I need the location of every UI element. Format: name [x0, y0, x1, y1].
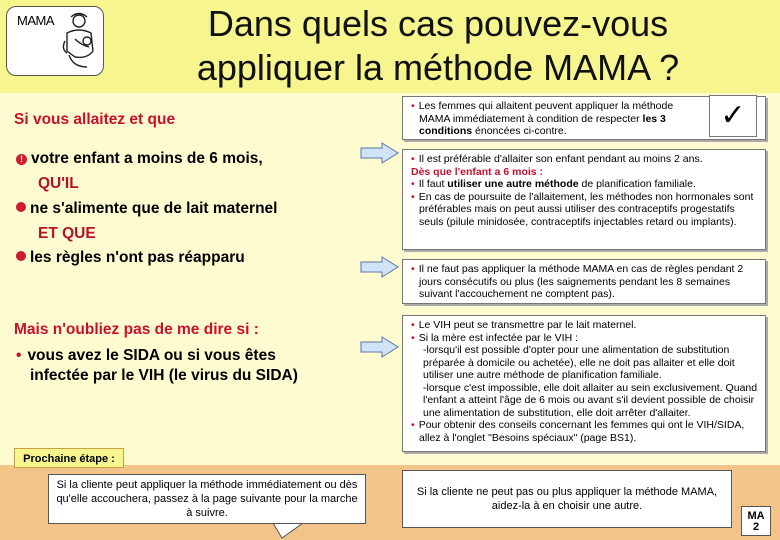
- box4-sub2: -lorsque c'est impossible, elle doit allaiter au sein exclusivement. Quand l'enfant a atteint l'âge de 6 mois ou avant s'il devient possible de choisir une alimentation de substitution, elle doit arrêter d'allaiter.: [423, 381, 758, 419]
- mama-logo: [6, 6, 104, 76]
- page-title-line2: appliquer la méthode MAMA ?: [196, 47, 680, 88]
- next-step-callout: Si la cliente peut appliquer la méthode immédiatement ou dès qu'elle accouchera, passez à la page suivante pour la marche à suivre.: [48, 474, 366, 524]
- page-code-badge: [741, 506, 771, 536]
- mother-baby-icon: [57, 11, 101, 71]
- info-box-immediate: [402, 96, 766, 140]
- box4-item2: • Si la mère est infectée par le VIH :: [409, 332, 759, 345]
- red-dot-icon: [16, 202, 26, 212]
- condition-2-text: ne s'alimente que de lait maternel: [30, 200, 278, 217]
- bullet-icon: •: [16, 347, 22, 364]
- condition-1: [16, 149, 263, 169]
- page-code-line2: 2: [752, 521, 760, 533]
- exclamation-dot-icon: !: [16, 154, 27, 165]
- reminder-item-line1: vous avez le SIDA ou si vous êtes: [27, 347, 276, 364]
- page-title-line1: Dans quels cas pouvez-vous: [207, 3, 669, 44]
- info-box-six-months: [402, 149, 766, 250]
- connector-quil: QU'IL: [38, 175, 79, 192]
- alternative-method-box: Si la cliente ne peut pas ou plus appliquer la méthode MAMA, aidez-la à en choisir une autre.: [402, 470, 732, 528]
- box1-text: • Les femmes qui allaitent peuvent appliquer la méthode MAMA immédiatement à condition de respecter les 3 conditions énoncées ci-contre.: [409, 100, 699, 138]
- condition-3: [16, 248, 245, 268]
- box4-item3: • Pour obtenir des conseils concernant les femmes qui ont le VIH/SIDA, allez à l'onglet "Besoins spéciaux" (page BS1).: [409, 419, 759, 444]
- page-code-line1: MA: [747, 510, 765, 522]
- condition-1-text: votre enfant a moins de 6 mois,: [31, 150, 263, 167]
- connector-et-que: ET QUE: [38, 225, 96, 242]
- condition-2: [16, 199, 277, 219]
- box4-sub1: -lorsqu'il est possible d'opter pour une alimentation de substitution préparée à domicile ou achetée), elle ne doit pas allaiter et elle doit utiliser une autre méthode de planification familiale.: [423, 344, 735, 381]
- next-step-label: Prochaine étape :: [14, 448, 124, 468]
- box3-item1: • Il ne faut pas appliquer la méthode MAMA en cas de règles pendant 2 jours consécutifs ou plus (les saignements pendant les 8 semaines suivant l'accouchement ne comptent pas).: [409, 263, 759, 301]
- intro-heading: Si vous allaitez et que: [14, 111, 176, 128]
- info-box-hiv: [402, 315, 766, 452]
- condition-3-text: les règles n'ont pas réapparu: [30, 249, 245, 266]
- reminder-heading: Mais n'oubliez pas de me dire si :: [14, 321, 259, 338]
- info-box-menses: [402, 259, 766, 304]
- logo-text: MAMA: [17, 13, 54, 28]
- box2-subheading: Dès que l'enfant a 6 mois :: [411, 165, 544, 178]
- reminder-item: [16, 346, 298, 386]
- box2-item3: • En cas de poursuite de l'allaitement, les méthodes non hormonales sont préférables mais on peut aussi utiliser des contraceptifs progestatifs seuls (pilule minidosée, contraceptifs injectables retard ou implants).: [409, 191, 759, 229]
- arrow-right-icon: [360, 142, 400, 164]
- arrow-right-icon: [360, 336, 400, 358]
- red-dot-icon: [16, 251, 26, 261]
- check-icon: ✓: [709, 95, 757, 137]
- box4-item1: • Le VIH peut se transmettre par le lait maternel.: [409, 319, 759, 332]
- reminder-item-line2: infectée par le VIH (le virus du SIDA): [30, 367, 298, 384]
- box2-item2: • Il faut utiliser une autre méthode de planification familiale.: [409, 178, 759, 191]
- arrow-right-icon: [360, 256, 400, 278]
- box2-item1: • Il est préférable d'allaiter son enfant pendant au moins 2 ans.: [409, 153, 759, 166]
